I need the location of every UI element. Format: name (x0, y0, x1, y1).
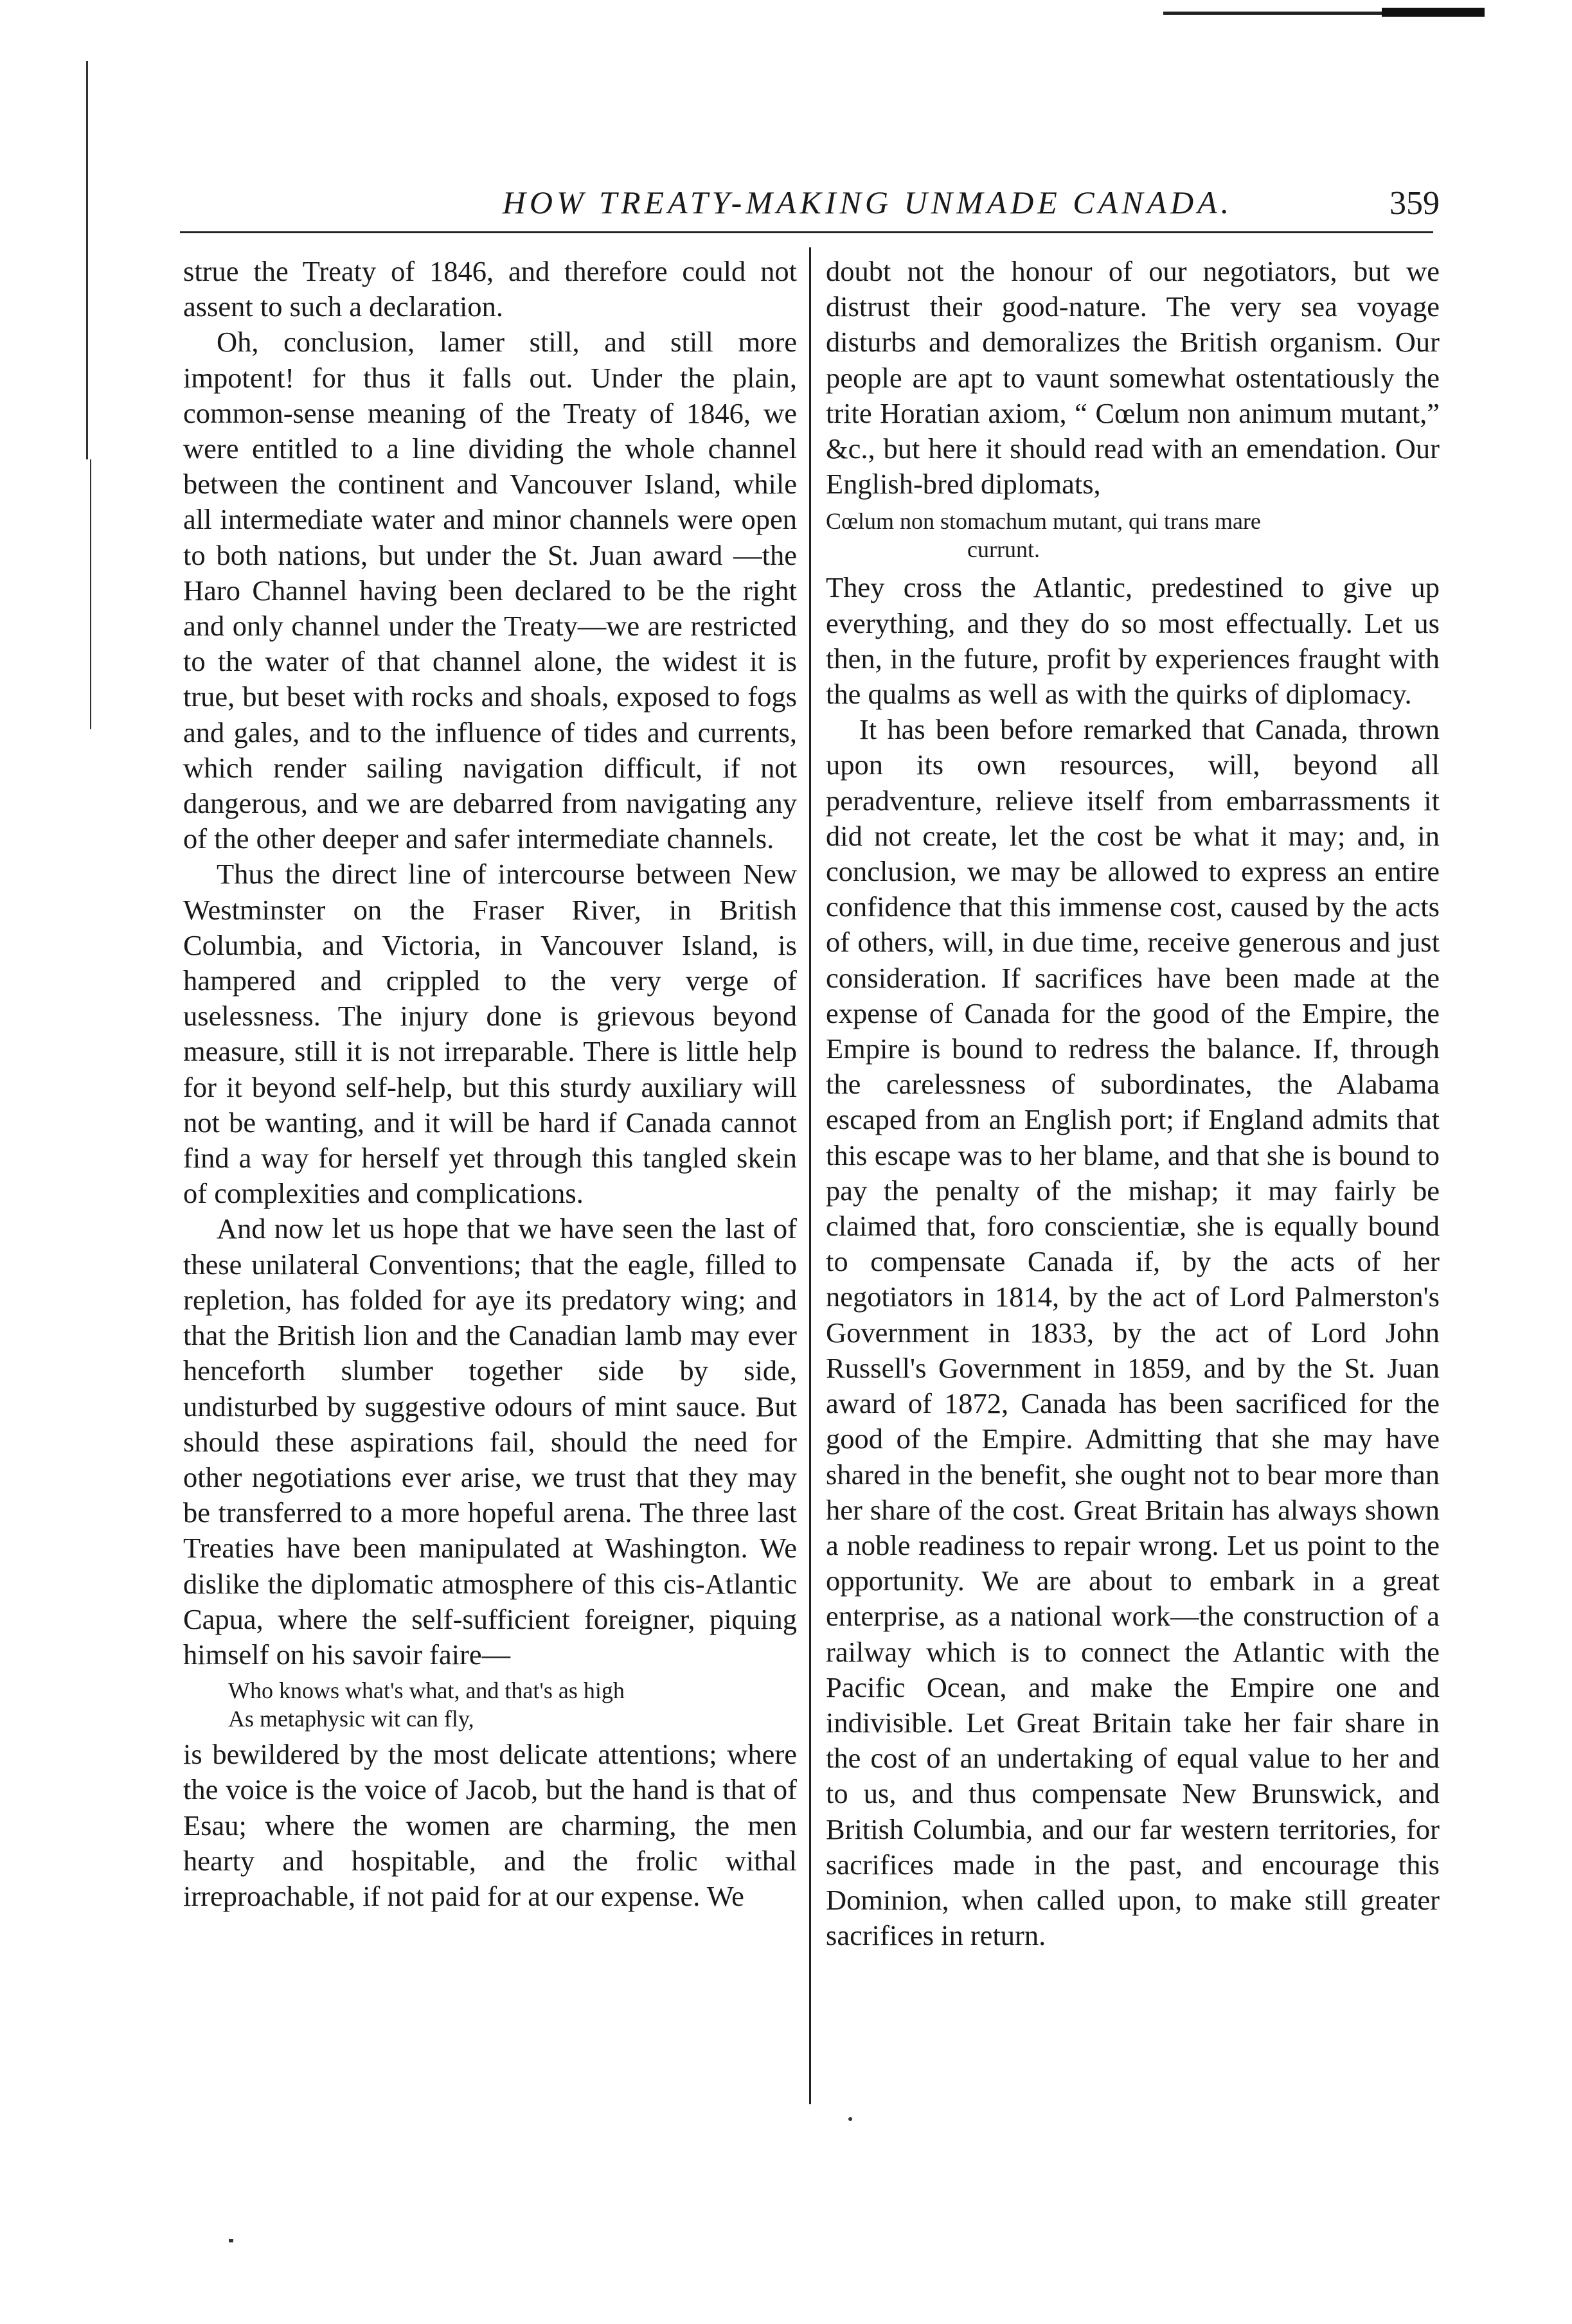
binding-margin-line (86, 61, 88, 459)
verse-line: As metaphysic wit can fly, (228, 1706, 474, 1732)
paragraph: It has been before remarked that Canada, thrown upon its own resources, will, beyond all peradventure, relieve itself from embarrassments it did not create, let the cost be what it may; and, in conclusion, we may be allowed to express an entire confidence that this immense cost, caused by the acts of others, will, in due time, receive generous and just consideration. If sacrifices have been made at the expense of Canada for the good of the Empire, the Empire is bound to redress the balance. If, through the carelessness of subordinates, the Alabama escaped from an English port; if England admits that this escape was to her blame, and that she is bound to pay the penalty of the mishap; it may fairly be claimed that, foro conscientiæ, she is equally bound to compensate Canada if, by the acts of her negotiators in 1814, by the act of Lord Palmerston's Government in 1833, by the act of Lord John Russell's Government in 1859, and by the St. Juan award of 1872, Canada has been sacrificed for the good of the Empire. Admitting that she may have shared in the benefit, she ought not to bear more than her share of the cost. Great Britain has always shown a noble readiness to repair wrong. Let us point to the opportunity. We are about to embark in a great enterprise, as a national work—the construction of a railway which is to connect the Atlantic with the Pacific Ocean, and make the Empire one and indivisible. Let Great Britain take her fair share in the cost of an undertaking of equal value to her and to us, and thus compensate New Brunswick, and British Columbia, and our far western territories, for sacrifices made in the past, and encourage this Dominion, when called upon, to make still greater sacrifices in return. (826, 713, 1440, 1952)
binding-margin-line-lower (90, 459, 91, 729)
ink-speck (229, 2239, 233, 2242)
paragraph: Thus the direct line of intercourse between New Westminster on the Fraser River, in British Columbia, and Victoria, in Vancouver Island, is hampered and crippled to the very verge of uselessness. The injury done is grievous beyond measure, still it is not irreparable. There is little help for it beyond self-help, but this sturdy auxiliary will not be wanting, and it will be hard if Canada cannot find a way for herself yet through this tangled skein of complexities and complications. (183, 858, 797, 1210)
paragraph: And now let us hope that we have seen the last of these unilateral Conventions; that the eagle, filled to repletion, has folded for aye its predatory wing; and that the British lion and the Canadian lamb may ever henceforth slumber together side by side, undisturbed by suggestive odours of mint sauce. But should these aspirations fail, should the need for other negotiations ever arise, we trust that they may be transferred to a more hopeful arena. The three last Treaties have been manipulated at Washington. We dislike the diplomatic atmosphere of this cis-Atlantic Capua, where the self-sufficient foreigner, piquing himself on his savoir faire— (183, 1212, 797, 1671)
paragraph: doubt not the honour of our negotiators, but we distrust their good-nature. The very sea voyage disturbs and demoralizes the British organism. Our people are apt to vaunt somewhat ostentatiously the trite Horatian axiom, “ Cœlum non animum mutant,” &c., but here it should read with an emendation. Our English-bred diplomats, (826, 255, 1440, 501)
running-title: HOW TREATY-MAKING UNMADE CANADA. (502, 184, 1233, 220)
quote-continuation: currunt. (967, 537, 1040, 563)
end-mark (848, 2117, 852, 2121)
page-header (180, 173, 1440, 231)
quote-line: Cœlum non stomachum mutant, qui trans mare (826, 508, 1261, 535)
paragraph: Oh, conclusion, lamer still, and still more impotent! for thus it falls out. Under the plain, common-sense meaning of the Treaty of 1846, we were entitled to a line dividing the whole channel between the continent and Vancouver Island, while all intermediate water and minor channels were open to both nations, but under the St. Juan award —the Haro Channel having been declared to be the right and only channel under the Treaty—we are restricted to the water of that channel alone, the widest it is true, but beset with rocks and shoals, exposed to fogs and gales, and to the influence of tides and currents, which render sailing navigation difficult, if not dangerous, and we are debarred from navigating any of the other deeper and safer intermediate channels. (183, 326, 797, 855)
top-edge-mark (1382, 8, 1485, 17)
paragraph: They cross the Atlantic, predestined to give up everything, and they do so most effectually. Let us then, in the future, profit by experiences fraught with the qualms as well as with the quirks of diplomacy. (826, 571, 1440, 711)
left-column (183, 254, 797, 1914)
paragraph: strue the Treaty of 1846, and therefore could not assent to such a declaration. (183, 255, 797, 323)
paragraph: is bewildered by the most delicate attentions; where the voice is the voice of Jacob, but the hand is that of Esau; where the women are charming, the men hearty and hospitable, and the frolic withal irreproachable, if not paid for at our expense. We (183, 1738, 797, 1912)
header-rule (180, 231, 1433, 233)
verse-quote (228, 1676, 797, 1733)
right-column (826, 254, 1440, 1953)
verse-line: Who knows what's what, and that's as high (228, 1678, 625, 1704)
latin-quote (826, 507, 1440, 563)
page-number: 359 (1389, 185, 1440, 222)
column-divider (809, 247, 811, 2104)
